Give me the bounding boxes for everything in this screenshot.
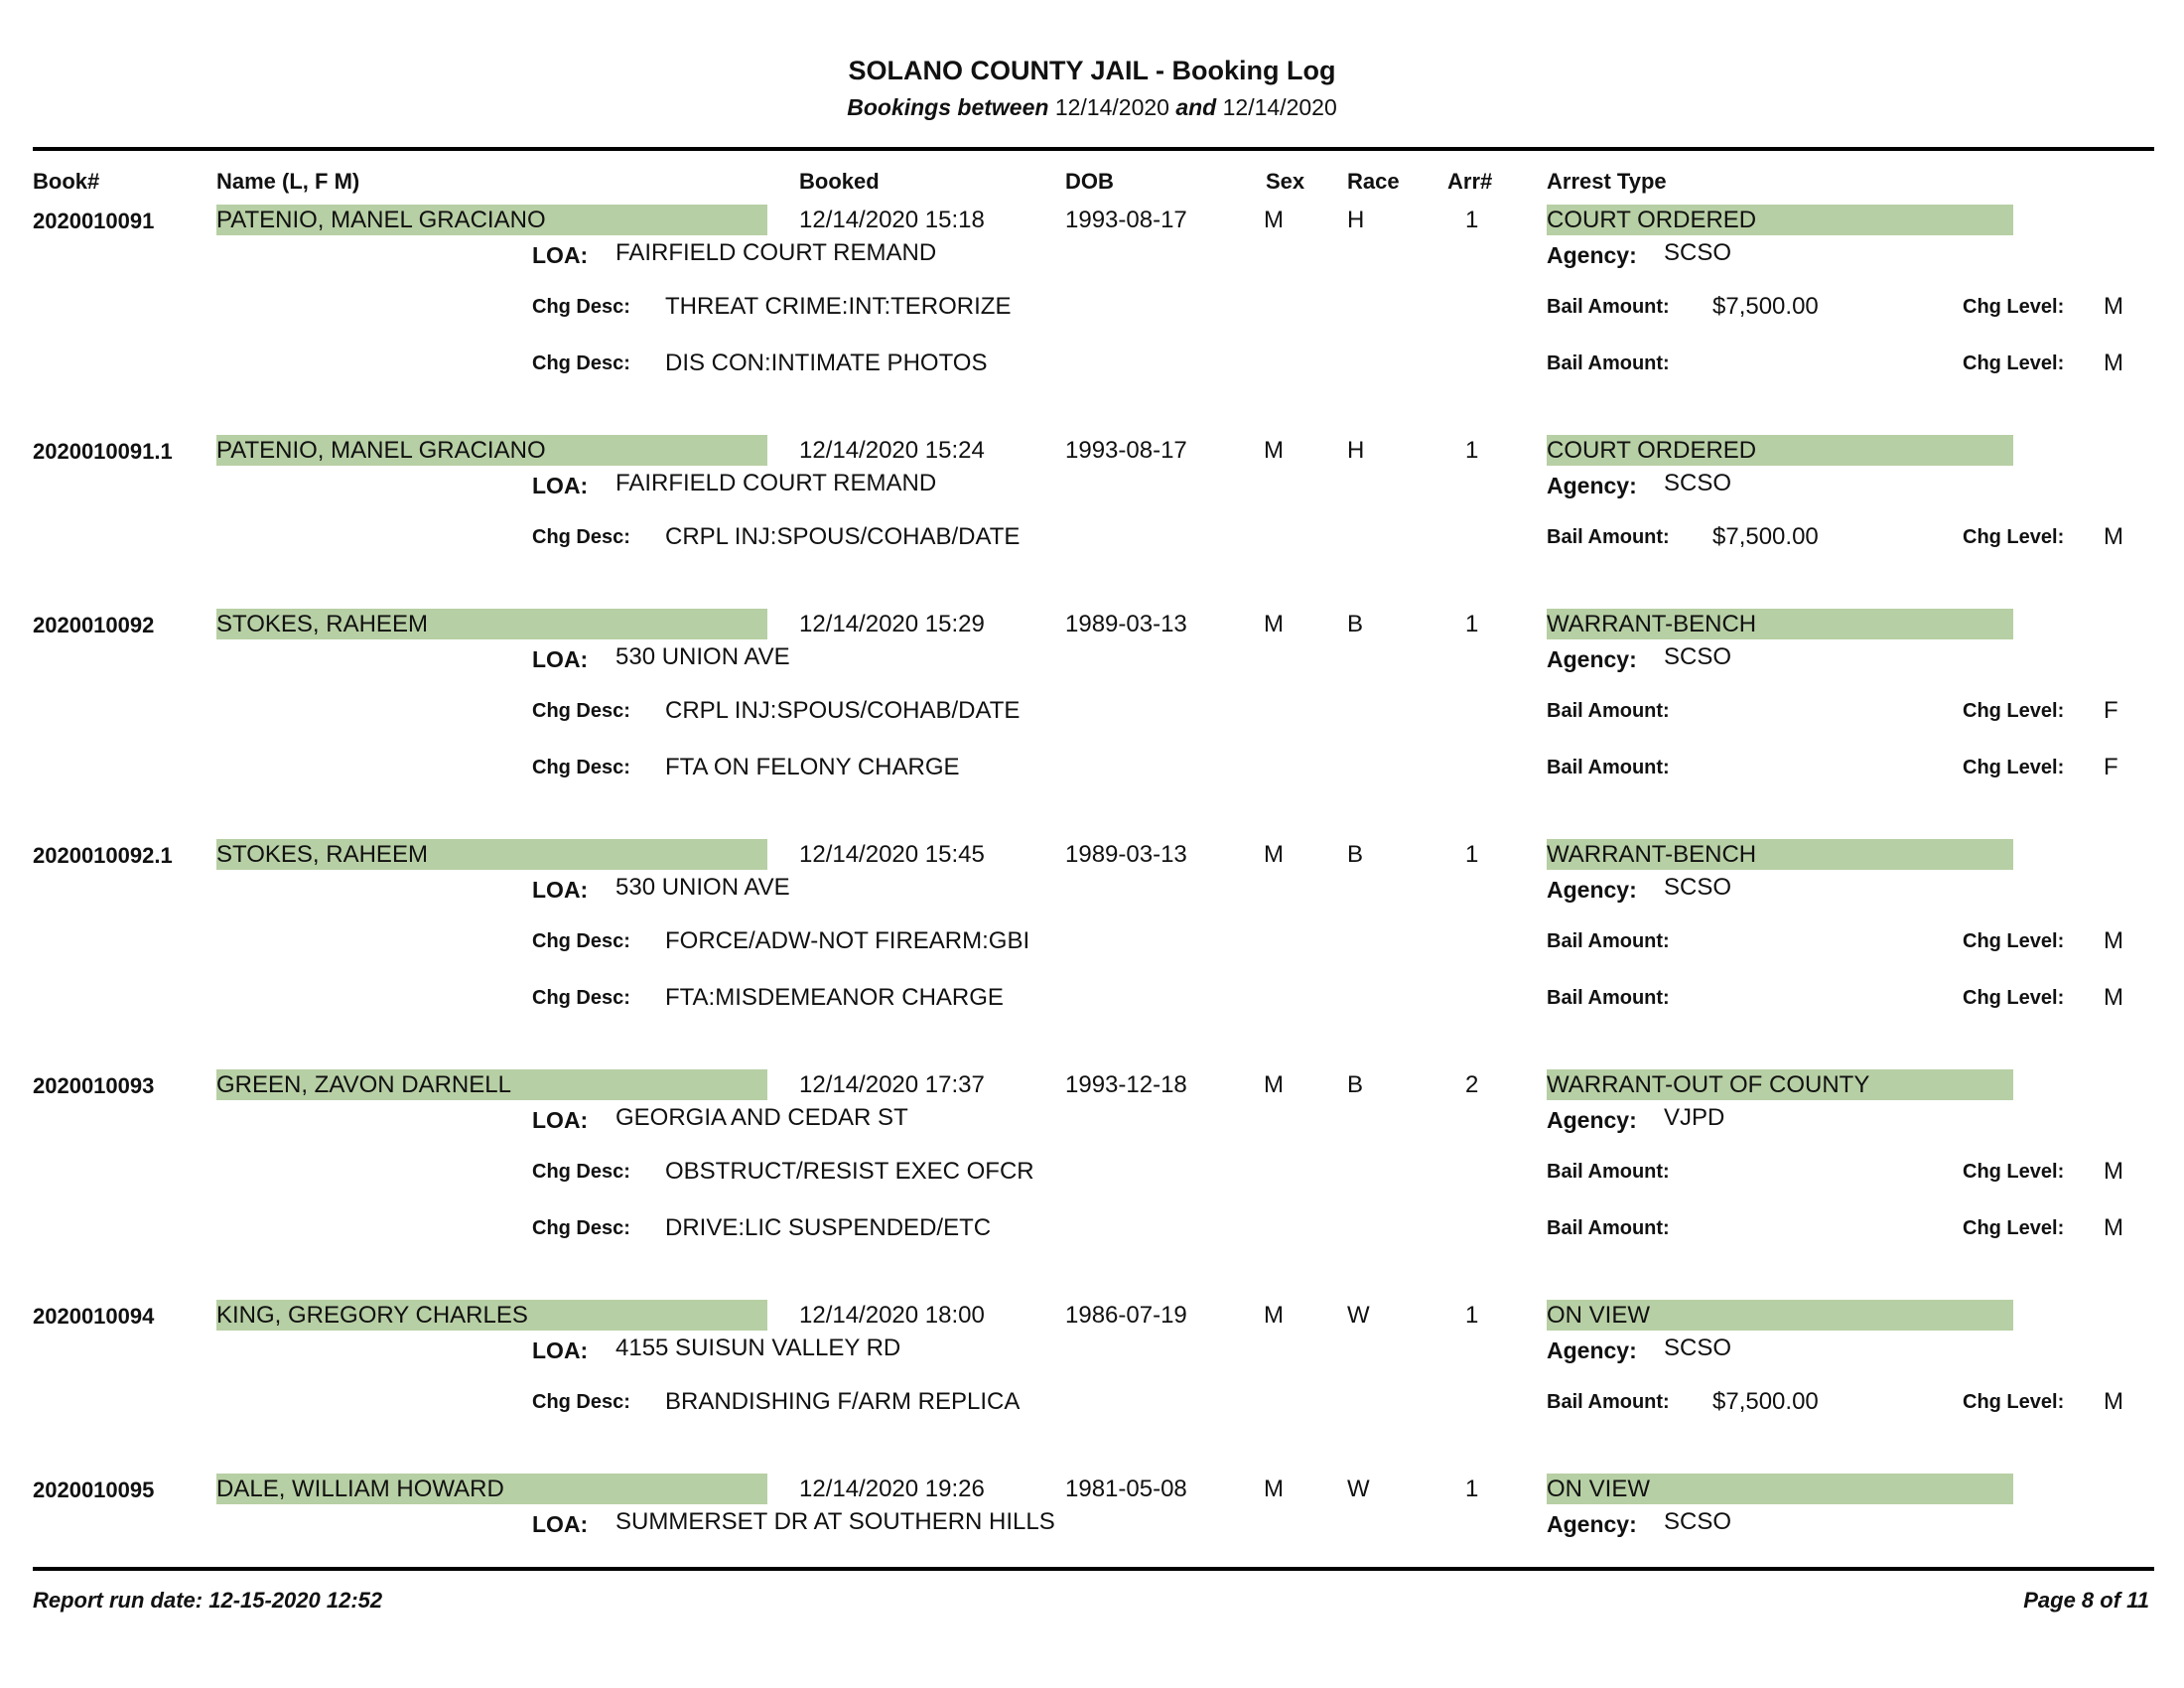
booked-datetime: 12/14/2020 19:26 bbox=[799, 1476, 985, 1502]
race: W bbox=[1347, 1476, 1370, 1502]
booked-datetime: 12/14/2020 18:00 bbox=[799, 1302, 985, 1329]
bail-amount: $7,500.00 bbox=[1712, 1388, 1819, 1415]
sex: M bbox=[1264, 841, 1284, 868]
bail-amount-label: Bail Amount: bbox=[1547, 526, 1670, 548]
arrest-number: 1 bbox=[1465, 437, 1479, 464]
charge-description: THREAT CRIME:INT:TERORIZE bbox=[665, 293, 1012, 320]
inmate-name: GREEN, ZAVON DARNELL bbox=[216, 1071, 511, 1098]
arrest-number: 1 bbox=[1465, 841, 1479, 868]
agency-label: Agency: bbox=[1547, 1107, 1637, 1133]
agency-label: Agency: bbox=[1547, 646, 1637, 672]
dob: 1989-03-13 bbox=[1065, 841, 1187, 868]
bail-amount-label: Bail Amount: bbox=[1547, 700, 1670, 722]
chg-desc-label: Chg Desc: bbox=[532, 987, 630, 1009]
loa-label: LOA: bbox=[532, 473, 589, 498]
dob: 1986-07-19 bbox=[1065, 1302, 1187, 1329]
booking-record bbox=[0, 611, 2184, 780]
charge-description: DRIVE:LIC SUSPENDED/ETC bbox=[665, 1214, 992, 1241]
charge-description: CRPL INJ:SPOUS/COHAB/DATE bbox=[665, 523, 1021, 550]
col-name: Name (L, F M) bbox=[216, 169, 360, 194]
arrest-type: WARRANT-BENCH bbox=[1547, 611, 1757, 637]
bail-amount-label: Bail Amount: bbox=[1547, 930, 1670, 952]
booking-record bbox=[0, 1476, 2184, 1537]
bail-amount-label: Bail Amount: bbox=[1547, 352, 1670, 374]
col-race: Race bbox=[1347, 169, 1400, 194]
sex: M bbox=[1264, 1476, 1284, 1502]
loa-label: LOA: bbox=[532, 1107, 589, 1133]
chg-level-label: Chg Level: bbox=[1963, 1391, 2065, 1413]
charge-level: F bbox=[2104, 697, 2118, 724]
book-number: 2020010091.1 bbox=[33, 439, 173, 464]
race: H bbox=[1347, 207, 1365, 233]
loa-value: SUMMERSET DR AT SOUTHERN HILLS bbox=[615, 1508, 1055, 1535]
bail-amount-label: Bail Amount: bbox=[1547, 1391, 1670, 1413]
chg-desc-label: Chg Desc: bbox=[532, 296, 630, 318]
agency-value: SCSO bbox=[1664, 874, 1732, 901]
bail-amount-label: Bail Amount: bbox=[1547, 987, 1670, 1009]
charge-description: OBSTRUCT/RESIST EXEC OFCR bbox=[665, 1158, 1034, 1185]
agency-label: Agency: bbox=[1547, 877, 1637, 903]
booked-datetime: 12/14/2020 15:18 bbox=[799, 207, 985, 233]
arrest-number: 2 bbox=[1465, 1071, 1479, 1098]
col-arrest-type: Arrest Type bbox=[1547, 169, 1667, 194]
col-arr: Arr# bbox=[1447, 169, 1493, 194]
arrest-type: COURT ORDERED bbox=[1547, 437, 1757, 464]
inmate-name: PATENIO, MANEL GRACIANO bbox=[216, 207, 546, 233]
chg-level-label: Chg Level: bbox=[1963, 1217, 2065, 1239]
chg-level-label: Chg Level: bbox=[1963, 930, 2065, 952]
booking-record bbox=[0, 1302, 2184, 1415]
charge-description: DIS CON:INTIMATE PHOTOS bbox=[665, 350, 988, 376]
chg-level-label: Chg Level: bbox=[1963, 757, 2065, 778]
chg-desc-label: Chg Desc: bbox=[532, 1217, 630, 1239]
agency-label: Agency: bbox=[1547, 242, 1637, 268]
agency-label: Agency: bbox=[1547, 1337, 1637, 1363]
book-number: 2020010092 bbox=[33, 613, 155, 637]
col-dob: DOB bbox=[1065, 169, 1114, 194]
charge-level: F bbox=[2104, 754, 2118, 780]
header-rule bbox=[33, 147, 2154, 151]
date-from: 12/14/2020 bbox=[1054, 94, 1169, 120]
page-number: Page 8 of 11 bbox=[2023, 1588, 2149, 1613]
arrest-number: 1 bbox=[1465, 611, 1479, 637]
agency-value: SCSO bbox=[1664, 1335, 1732, 1361]
sex: M bbox=[1264, 437, 1284, 464]
arrest-type: WARRANT-BENCH bbox=[1547, 841, 1757, 868]
agency-value: VJPD bbox=[1664, 1104, 1725, 1131]
sex: M bbox=[1264, 1302, 1284, 1329]
report-run-date: Report run date: 12-15-2020 12:52 bbox=[33, 1588, 383, 1613]
booked-datetime: 12/14/2020 15:29 bbox=[799, 611, 985, 637]
chg-level-label: Chg Level: bbox=[1963, 700, 2065, 722]
charge-description: FTA ON FELONY CHARGE bbox=[665, 754, 960, 780]
chg-desc-label: Chg Desc: bbox=[532, 1391, 630, 1413]
agency-value: SCSO bbox=[1664, 643, 1732, 670]
dob: 1993-08-17 bbox=[1065, 437, 1187, 464]
chg-desc-label: Chg Desc: bbox=[532, 1161, 630, 1183]
chg-desc-label: Chg Desc: bbox=[532, 930, 630, 952]
loa-label: LOA: bbox=[532, 877, 589, 903]
chg-level-label: Chg Level: bbox=[1963, 1161, 2065, 1183]
dob: 1993-12-18 bbox=[1065, 1071, 1187, 1098]
charge-description: BRANDISHING F/ARM REPLICA bbox=[665, 1388, 1021, 1415]
arrest-type: WARRANT-OUT OF COUNTY bbox=[1547, 1071, 1870, 1098]
bail-amount-label: Bail Amount: bbox=[1547, 1217, 1670, 1239]
loa-label: LOA: bbox=[532, 1337, 589, 1363]
chg-desc-label: Chg Desc: bbox=[532, 352, 630, 374]
sex: M bbox=[1264, 207, 1284, 233]
bail-amount-label: Bail Amount: bbox=[1547, 1161, 1670, 1183]
charge-level: M bbox=[2104, 293, 2123, 320]
arrest-type: COURT ORDERED bbox=[1547, 207, 1757, 233]
agency-label: Agency: bbox=[1547, 473, 1637, 498]
charge-description: CRPL INJ:SPOUS/COHAB/DATE bbox=[665, 697, 1021, 724]
loa-label: LOA: bbox=[532, 242, 589, 268]
footer-rule bbox=[33, 1567, 2154, 1571]
loa-value: GEORGIA AND CEDAR ST bbox=[615, 1104, 908, 1131]
inmate-name: PATENIO, MANEL GRACIANO bbox=[216, 437, 546, 464]
bail-amount: $7,500.00 bbox=[1712, 293, 1819, 320]
charge-description: FTA:MISDEMEANOR CHARGE bbox=[665, 984, 1004, 1011]
booked-datetime: 12/14/2020 15:45 bbox=[799, 841, 985, 868]
arrest-number: 1 bbox=[1465, 207, 1479, 233]
race: H bbox=[1347, 437, 1365, 464]
race: B bbox=[1347, 841, 1364, 868]
date-to: 12/14/2020 bbox=[1222, 94, 1337, 120]
chg-desc-label: Chg Desc: bbox=[532, 700, 630, 722]
report-title: SOLANO COUNTY JAIL - Booking Log bbox=[848, 56, 1336, 85]
arrest-number: 1 bbox=[1465, 1476, 1479, 1502]
chg-desc-label: Chg Desc: bbox=[532, 526, 630, 548]
loa-label: LOA: bbox=[532, 646, 589, 672]
booking-record bbox=[0, 841, 2184, 1011]
inmate-name: DALE, WILLIAM HOWARD bbox=[216, 1476, 504, 1502]
chg-level-label: Chg Level: bbox=[1963, 987, 2065, 1009]
sex: M bbox=[1264, 1071, 1284, 1098]
book-number: 2020010091 bbox=[33, 209, 155, 233]
dob: 1981-05-08 bbox=[1065, 1476, 1187, 1502]
race: W bbox=[1347, 1302, 1370, 1329]
loa-value: 530 UNION AVE bbox=[615, 643, 790, 670]
col-book: Book# bbox=[33, 169, 100, 194]
book-number: 2020010092.1 bbox=[33, 843, 173, 868]
loa-value: 4155 SUISUN VALLEY RD bbox=[615, 1335, 901, 1361]
dob: 1989-03-13 bbox=[1065, 611, 1187, 637]
arrest-type: ON VIEW bbox=[1547, 1302, 1651, 1329]
booking-record bbox=[0, 1071, 2184, 1241]
book-number: 2020010095 bbox=[33, 1477, 155, 1502]
booked-datetime: 12/14/2020 17:37 bbox=[799, 1071, 985, 1098]
agency-value: SCSO bbox=[1664, 1508, 1732, 1535]
booking-record bbox=[0, 207, 2184, 376]
subtitle-and: and bbox=[1175, 94, 1217, 120]
loa-value: FAIRFIELD COURT REMAND bbox=[615, 239, 937, 266]
chg-desc-label: Chg Desc: bbox=[532, 757, 630, 778]
chg-level-label: Chg Level: bbox=[1963, 352, 2065, 374]
inmate-name: KING, GREGORY CHARLES bbox=[216, 1302, 528, 1329]
arrest-number: 1 bbox=[1465, 1302, 1479, 1329]
arrest-type: ON VIEW bbox=[1547, 1476, 1651, 1502]
agency-value: SCSO bbox=[1664, 239, 1732, 266]
sex: M bbox=[1264, 611, 1284, 637]
report-subtitle bbox=[0, 94, 2184, 121]
race: B bbox=[1347, 1071, 1364, 1098]
chg-level-label: Chg Level: bbox=[1963, 296, 2065, 318]
agency-value: SCSO bbox=[1664, 470, 1732, 496]
charge-level: M bbox=[2104, 927, 2123, 954]
charge-level: M bbox=[2104, 1214, 2123, 1241]
charge-level: M bbox=[2104, 1388, 2123, 1415]
col-booked: Booked bbox=[799, 169, 880, 194]
subtitle-prefix: Bookings between bbox=[847, 94, 1049, 120]
inmate-name: STOKES, RAHEEM bbox=[216, 841, 428, 868]
bail-amount: $7,500.00 bbox=[1712, 523, 1819, 550]
bail-amount-label: Bail Amount: bbox=[1547, 296, 1670, 318]
booked-datetime: 12/14/2020 15:24 bbox=[799, 437, 985, 464]
charge-description: FORCE/ADW-NOT FIREARM:GBI bbox=[665, 927, 1030, 954]
loa-label: LOA: bbox=[532, 1511, 589, 1537]
chg-level-label: Chg Level: bbox=[1963, 526, 2065, 548]
bail-amount-label: Bail Amount: bbox=[1547, 757, 1670, 778]
charge-level: M bbox=[2104, 523, 2123, 550]
col-sex: Sex bbox=[1266, 169, 1305, 194]
race: B bbox=[1347, 611, 1364, 637]
inmate-name: STOKES, RAHEEM bbox=[216, 611, 428, 637]
book-number: 2020010093 bbox=[33, 1073, 155, 1098]
dob: 1993-08-17 bbox=[1065, 207, 1187, 233]
charge-level: M bbox=[2104, 984, 2123, 1011]
agency-label: Agency: bbox=[1547, 1511, 1637, 1537]
charge-level: M bbox=[2104, 1158, 2123, 1185]
charge-level: M bbox=[2104, 350, 2123, 376]
loa-value: 530 UNION AVE bbox=[615, 874, 790, 901]
book-number: 2020010094 bbox=[33, 1304, 155, 1329]
booking-record bbox=[0, 437, 2184, 550]
loa-value: FAIRFIELD COURT REMAND bbox=[615, 470, 937, 496]
